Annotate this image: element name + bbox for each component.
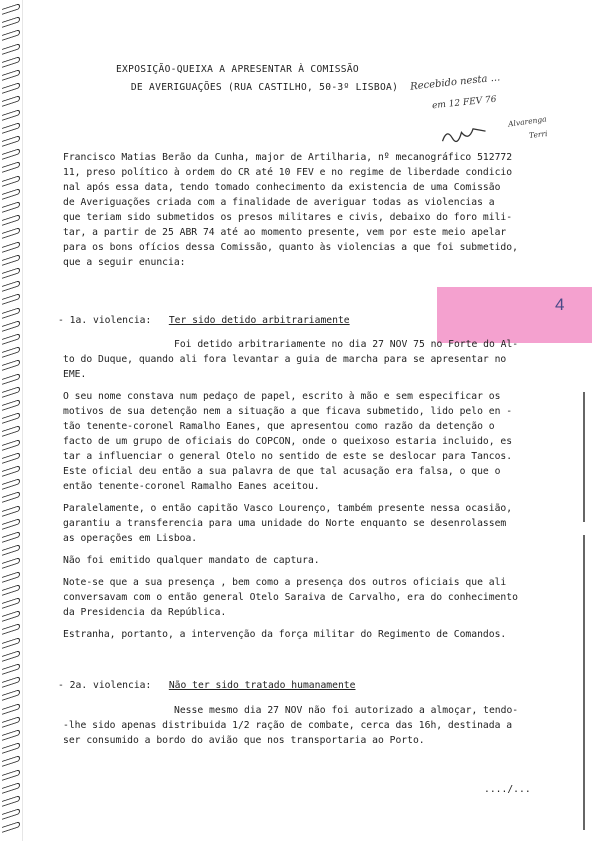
spiral-loop — [2, 821, 20, 833]
spiral-loop — [2, 439, 20, 451]
section-1-line: O seu nome constava num pedaço de papel, escrito à mão e sem especificar os — [63, 391, 501, 402]
section-1-line: Note-se que a sua presença , bem como a presença dos outros oficiais que ali — [63, 577, 507, 588]
spiral-loop — [2, 531, 20, 543]
spiral-loop — [2, 148, 20, 160]
spiral-loop — [2, 729, 20, 741]
spiral-loop — [2, 478, 20, 490]
section-2-title: Não ter sido tratado humanamente — [168, 680, 356, 691]
spiral-loop — [2, 399, 20, 411]
spiral-loop — [2, 452, 20, 464]
spiral-loop — [2, 544, 20, 556]
section-1-line: Estranha, portanto, a intervenção da força militar do Regimento de Comandos. — [63, 629, 507, 640]
spiral-loop — [2, 676, 20, 688]
spiral-loop — [2, 267, 20, 279]
section-1-line: da Presidencia da República. — [63, 607, 227, 618]
spiral-loop — [2, 703, 20, 715]
spiral-loop — [2, 505, 20, 517]
spiral-loop — [2, 650, 20, 662]
intro-line: 11, preso político à ordem do CR até 10 FEV e no regime de liberdade condicio — [63, 167, 513, 178]
sticker-number: 4 — [555, 295, 565, 314]
spiral-loop — [2, 43, 20, 55]
spiral-loop — [2, 386, 20, 398]
spiral-loop — [2, 293, 20, 305]
spiral-loop — [2, 135, 20, 147]
spiral-loop — [2, 109, 20, 121]
spiral-loop — [2, 571, 20, 583]
document-title-line-1: EXPOSIÇÃO-QUEIXA A APRESENTAR À COMISSÃO — [115, 64, 360, 75]
spiral-binding — [0, 0, 22, 841]
spiral-loop — [2, 320, 20, 332]
spiral-loop — [2, 742, 20, 754]
spiral-loop — [2, 755, 20, 767]
section-1-line: Paralelamente, o então capitão Vasco Lourenço, também presente nessa ocasião, — [63, 503, 513, 514]
section-1-line: as operações em Lisboa. — [63, 533, 198, 544]
spiral-loop — [2, 795, 20, 807]
section-1-label: - 1a. violencia: — [58, 315, 152, 326]
spiral-loop — [2, 465, 20, 477]
spiral-loop — [2, 425, 20, 437]
section-1-line: conversavam com o então general Otelo Saraiva de Carvalho, era do conhecimento — [63, 592, 518, 603]
section-1-line: tar a influenciar o general Otelo no sentido de este se deslocar para Tancos. — [63, 451, 513, 462]
spiral-loop — [2, 333, 20, 345]
section-1-line: EME. — [63, 369, 87, 380]
spiral-loop — [2, 188, 20, 200]
spiral-loop — [2, 689, 20, 701]
spiral-loop — [2, 557, 20, 569]
section-1-line: to do Duque, quando ali fora levantar a guia de marcha para se apresentar no — [63, 354, 507, 365]
spiral-loop — [2, 518, 20, 530]
handwritten-name-note: Alvarenga — [507, 114, 548, 129]
spiral-loop — [2, 307, 20, 319]
section-1-line: garantiu a transferencia para uma unidade do Norte enquanto se desenrolassem — [63, 518, 507, 529]
spiral-loop — [2, 95, 20, 107]
section-1-line: Foi detido arbitrariamente no dia 27 NOV 75 no Forte do Al- — [174, 339, 519, 350]
section-1-line: Não foi emitido qualquer mandato de captura. — [63, 555, 320, 566]
spiral-loop — [2, 16, 20, 28]
section-2-line: Nesse mesmo dia 27 NOV não foi autorizado a almoçar, tendo- — [174, 705, 519, 716]
intro-line: Francisco Matias Berão da Cunha, major de Artilharia, nº mecanográfico 512772 — [63, 152, 513, 163]
section-1-line: facto de um grupo de oficiais do COPCON, onde o queixoso estaria incluido, es — [63, 436, 513, 447]
spiral-loop — [2, 663, 20, 675]
spiral-loop — [2, 280, 20, 292]
spiral-loop — [2, 254, 20, 266]
section-2-line: ser consumido a bordo do avião que nos transportaria ao Porto. — [63, 735, 425, 746]
spiral-loop — [2, 584, 20, 596]
intro-line: que teriam sido submetidos os presos militares e civis, debaixo do foro mili- — [63, 212, 513, 223]
intro-line: para os bons ofícios dessa Comissão, quanto às violencias a que foi submetido, — [63, 242, 518, 253]
margin-bar — [583, 535, 585, 830]
spiral-loop — [2, 201, 20, 213]
intro-line: tar, a partir de 25 ABR 74 até ao momento presente, vem por este meio apelar — [63, 227, 507, 238]
spiral-loop — [2, 359, 20, 371]
spiral-loop — [2, 610, 20, 622]
spiral-loop — [2, 637, 20, 649]
spiral-loop — [2, 412, 20, 424]
section-2-label: - 2a. violencia: — [58, 680, 152, 691]
spiral-loop — [2, 597, 20, 609]
spiral-loop — [2, 716, 20, 728]
spiral-loop — [2, 491, 20, 503]
continuation-mark: ..../... — [484, 784, 531, 795]
section-2-heading — [58, 678, 548, 693]
spiral-loop — [2, 161, 20, 173]
section-1-line: motivos de sua detenção nem a situação a que ficava submetido, lido pelo en - — [63, 406, 513, 417]
spiral-loop — [2, 122, 20, 134]
handwritten-receipt-note: Recebido nesta ... — [409, 72, 501, 93]
margin-bar — [583, 392, 585, 522]
spiral-loop — [2, 175, 20, 187]
handwritten-signature — [439, 121, 492, 152]
section-1-line: então tenente-coronel Ramalho Eanes aceitou. — [63, 481, 320, 492]
handwritten-date-note: em 12 FEV 76 — [431, 94, 498, 112]
section-1-line: tão tenente-coronel Ramalho Eanes, que apresentou como razão da detenção o — [63, 421, 495, 432]
spiral-loop — [2, 623, 20, 635]
document-title-line-2: DE AVERIGUAÇÕES (RUA CASTILHO, 50-3º LISBOA) — [130, 82, 399, 93]
intro-line: de Averiguações criada com a finalidade de averiguar todas as violencias a — [63, 197, 495, 208]
spiral-loop — [2, 3, 20, 15]
spiral-loop — [2, 346, 20, 358]
spiral-loop — [2, 241, 20, 253]
spiral-loop — [2, 373, 20, 385]
spiral-loop — [2, 782, 20, 794]
section-1-line: Este oficial deu então a sua palavra de que tal acusação era falsa, o que o — [63, 466, 501, 477]
page-edge — [22, 0, 23, 841]
spiral-loop — [2, 808, 20, 820]
spiral-loop — [2, 214, 20, 226]
handwritten-name-note-2: Terri — [528, 129, 548, 140]
spiral-loop — [2, 29, 20, 41]
intro-line: nal após essa data, tendo tomado conhecimento da existencia de uma Comissão — [63, 182, 501, 193]
section-2-line: -lhe sido apenas distribuida 1/2 ração de combate, cerca das 16h, destinada a — [63, 720, 513, 731]
section-1-heading — [58, 313, 548, 328]
spiral-loop — [2, 769, 20, 781]
spiral-loop — [2, 227, 20, 239]
section-1-title: Ter sido detido arbitrariamente — [168, 315, 350, 326]
intro-line: que a seguir enuncia: — [63, 257, 186, 268]
